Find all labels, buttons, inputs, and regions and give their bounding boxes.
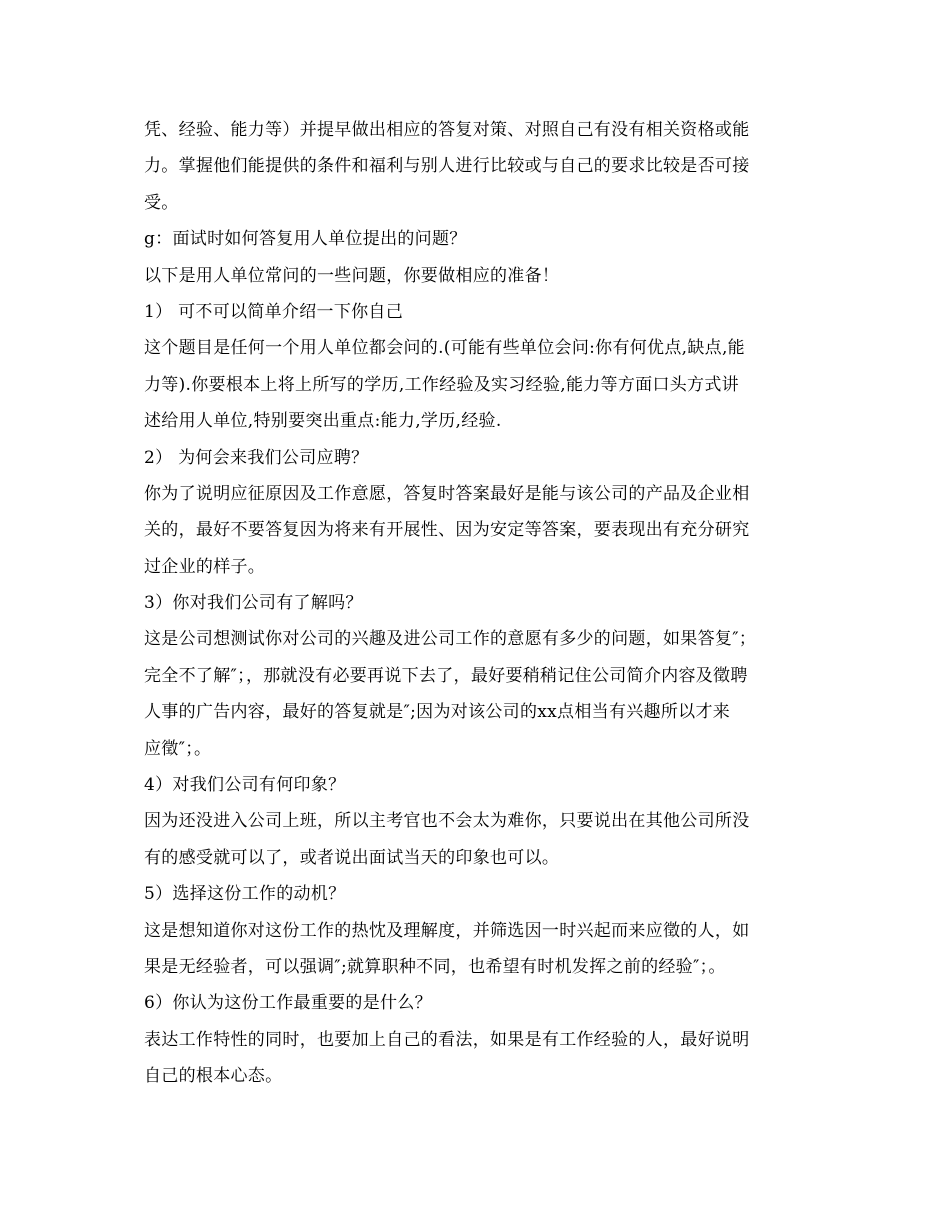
text-line: 果是无经验者，可以强调″;就算职种不同，也希望有时机发挥之前的经验″；。	[144, 956, 726, 977]
text-line: 自己的根本心态。	[144, 1066, 283, 1087]
text-line: 表达工作特性的同时，也要加上自己的看法，如果是有工作经验的人，最好说明	[144, 1029, 750, 1050]
text-line: 凭、经验、能力等）并提早做出相应的答复对策、对照自己有没有相关资格或能	[144, 120, 750, 140]
text-line: 过企业的样子。	[144, 556, 266, 577]
question-heading: 1） 可不可以简单介绍一下你自己	[144, 301, 404, 322]
text-line: 因为还没进入公司上班，所以主考官也不会太为难你，只要说出在其他公司所没	[144, 811, 750, 832]
question-heading: 3）你对我们公司有了解吗？	[144, 593, 363, 614]
question-heading: 4）对我们公司有何印象？	[144, 775, 346, 796]
section-heading: g：面试时如何答复用人单位提出的问题？	[144, 229, 467, 250]
text-line: 有的感受就可以了，或者说出面试当天的印象也可以。	[144, 847, 560, 868]
question-heading: 2） 为何会来我们公司应聘？	[144, 447, 369, 468]
text-line: 受。	[144, 192, 179, 213]
text-line: 你为了说明应征原因及工作意愿，答复时答案最好是能与该公司的产品及企业相	[144, 483, 750, 504]
question-heading: 6）你认为这份工作最重要的是什么？	[144, 993, 432, 1014]
text-line: 关的，最好不要答复因为将来有开展性、因为安定等答案，要表现出有充分研究	[144, 520, 750, 541]
text-line: 这个题目是任何一个用人单位都会问的.(可能有些单位会问:你有何优点,缺点,能	[144, 338, 745, 359]
text-line: 应徵″；。	[144, 738, 212, 759]
text-line: 力。掌握他们能提供的条件和福利与别人进行比较或与自己的要求比较是否可接	[144, 156, 750, 177]
question-heading: 5）选择这份工作的动机？	[144, 884, 346, 905]
text-line: 完全不了解″；，那就没有必要再说下去了，最好要稍稍记住公司简介内容及徵聘	[144, 665, 748, 686]
text-line: 人事的广告内容，最好的答复就是″;因为对该公司的xx点相当有兴趣所以才来	[144, 702, 731, 723]
text-line: 这是公司想测试你对公司的兴趣及进公司工作的意愿有多少的问题，如果答复″；	[144, 629, 757, 650]
text-line: 以下是用人单位常问的一些问题，你要做相应的准备！	[144, 265, 560, 286]
document-body	[144, 112, 814, 1095]
text-line: 力等).你要根本上将上所写的学历,工作经验及实习经验,能力等方面口头方式讲	[144, 374, 739, 395]
text-line: 述给用人单位,特别要突出重点:能力,学历,经验.	[144, 411, 502, 432]
text-line: 这是想知道你对这份工作的热忱及理解度，并筛选因一时兴起而来应徵的人，如	[144, 920, 750, 941]
